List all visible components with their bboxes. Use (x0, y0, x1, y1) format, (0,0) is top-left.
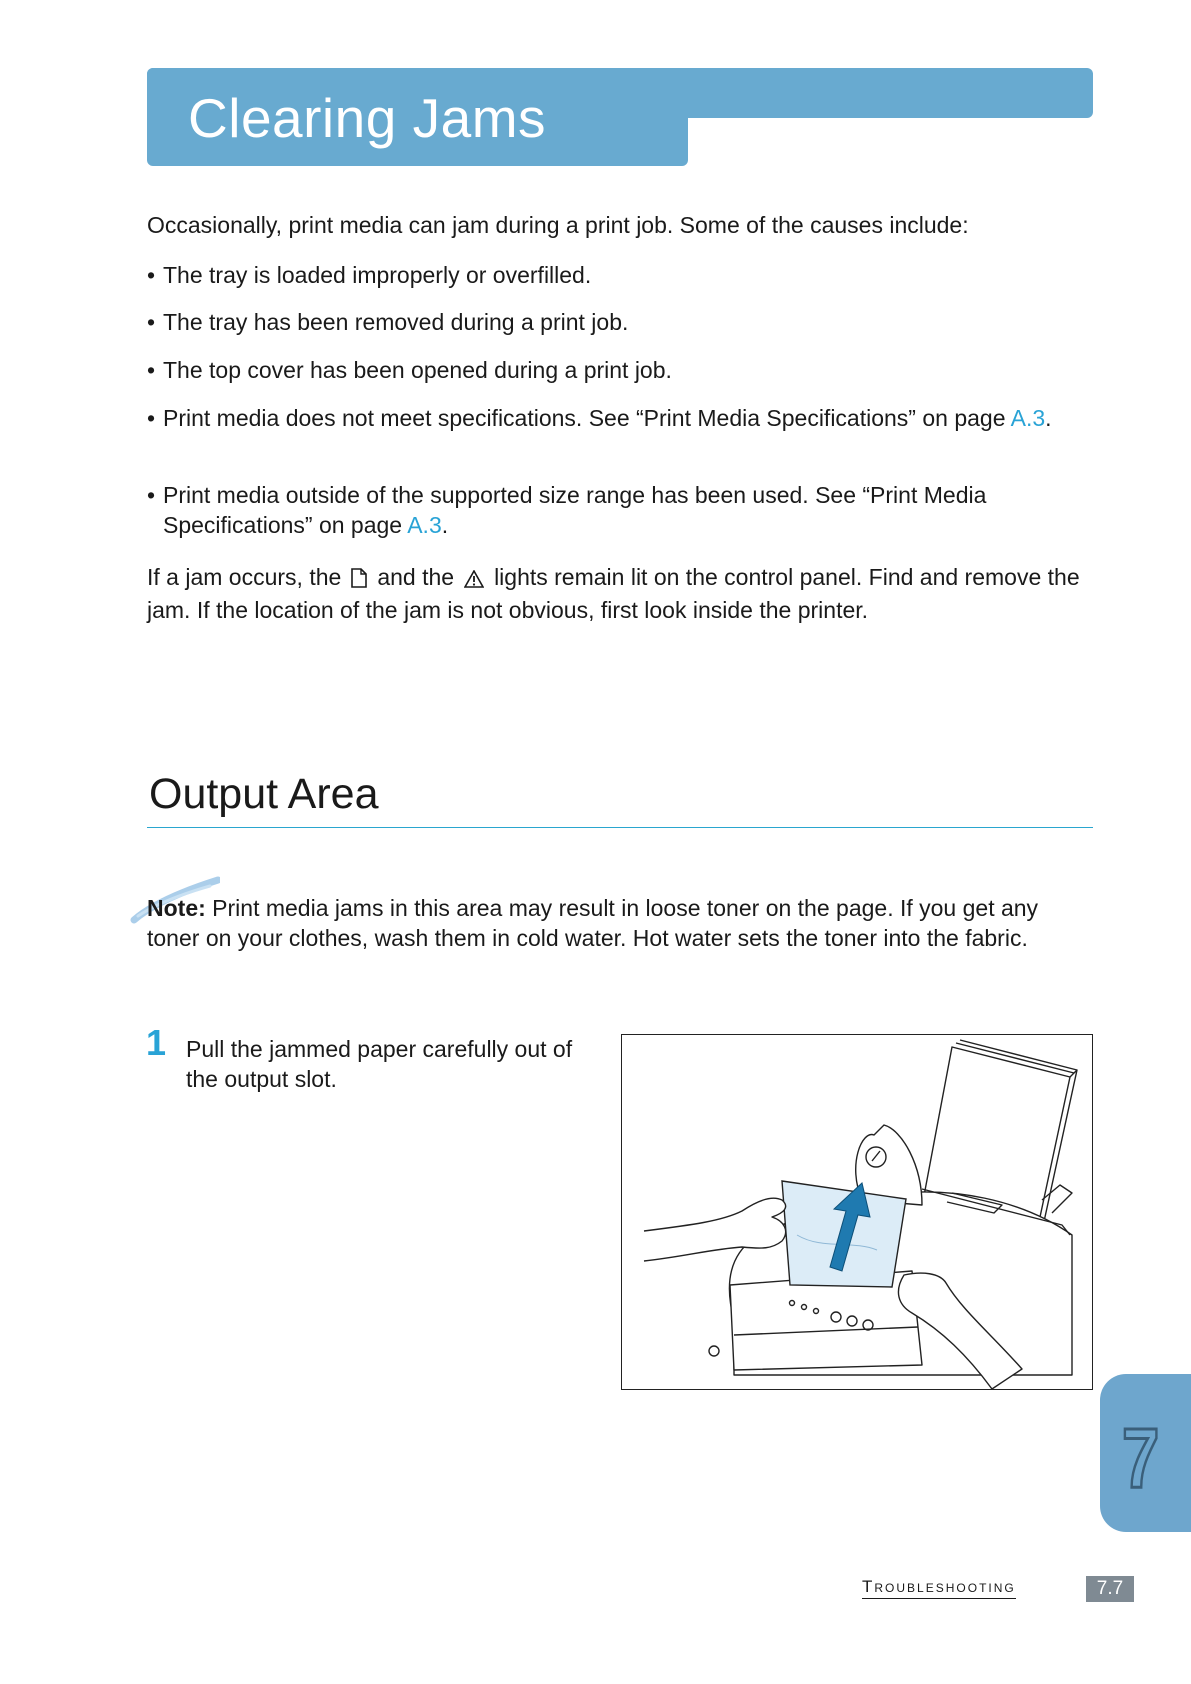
list-item: • The top cover has been opened during a print job. (147, 357, 672, 383)
list-item: • The tray is loaded improperly or overfilled. (147, 262, 592, 288)
section-title: Output Area (149, 770, 379, 818)
footer-section-label: Troubleshooting (862, 1577, 1016, 1599)
warning-icon (464, 565, 484, 595)
step-number: 1 (146, 1022, 167, 1063)
page-title: Clearing Jams (188, 87, 547, 149)
paper-icon (351, 565, 367, 595)
section-divider (147, 827, 1093, 828)
note-label: Note: (147, 895, 206, 921)
list-item: • Print media does not meet specifications. See “Print Media Specifications” on page A.3. (147, 405, 1052, 431)
list-item: • Print media outside of the supported size range has been used. See “Print Media Specifications” on page A.3. (147, 482, 987, 538)
printer-illustration (621, 1034, 1093, 1390)
jam-paragraph: If a jam occurs, the and the lights remain lit on the control panel. Find and remove the jam. If the location of the jam is not obvious, first look inside the printer. (147, 564, 1080, 623)
chapter-number: 7 (1122, 1411, 1160, 1505)
intro-paragraph: Occasionally, print media can jam during a print job. Some of the causes include: (147, 212, 969, 238)
page-link-a3[interactable]: A.3 (1010, 405, 1046, 431)
page-number: 7.7 (1086, 1576, 1134, 1602)
list-item: • The tray has been removed during a print job. (147, 309, 629, 335)
page-link-a3[interactable]: A.3 (407, 512, 442, 538)
note: Note: Print media jams in this area may result in loose toner on the page. If you get any toner on your clothes, wash them in cold water. Hot water sets the toner into the fabric. (147, 895, 1039, 951)
printer-jam-drawing (622, 1035, 1092, 1389)
step-text: Pull the jammed paper carefully out of the output slot. (186, 1036, 573, 1092)
